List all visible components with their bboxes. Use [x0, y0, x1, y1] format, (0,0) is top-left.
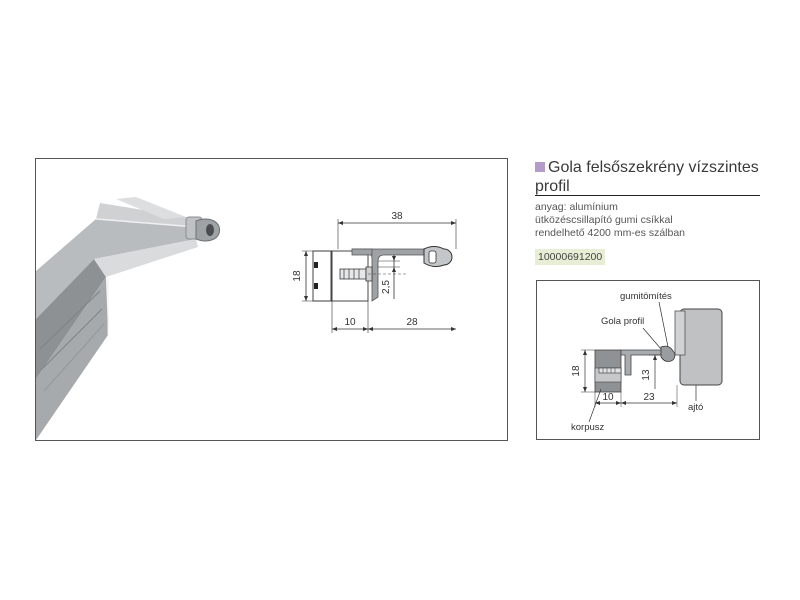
product-title	[535, 158, 760, 196]
profile-section-drawing	[292, 211, 456, 333]
feature-line: ütközéscsillapító gumi csíkkal	[535, 214, 673, 226]
dim-height: 18	[292, 270, 303, 282]
installation-detail-drawing	[537, 281, 759, 439]
detail-dim-depth: 13	[641, 369, 652, 381]
product-drawing	[36, 159, 507, 440]
label-cabinet: korpusz	[571, 422, 605, 433]
label-gasket: gumitömítés	[620, 291, 672, 302]
title-divider	[535, 195, 760, 196]
product-title-text: Gola felsőszekrény vízszintes profil	[535, 159, 759, 195]
detail-dim-height: 18	[571, 365, 582, 377]
door-shape	[680, 309, 722, 385]
dim-offset: 2,5	[381, 280, 392, 294]
dim-width-total: 38	[391, 211, 403, 222]
dim-right-part: 28	[406, 317, 418, 328]
title-marker	[535, 162, 545, 172]
product-drawing-panel	[35, 158, 508, 441]
detail-dim-right: 23	[643, 392, 655, 403]
label-door: ajtó	[688, 402, 704, 413]
label-profile: Gola profil	[601, 316, 645, 327]
profile-3d-render	[36, 197, 220, 440]
product-description	[535, 201, 685, 240]
gasket-shape	[661, 346, 675, 361]
length-line: rendelhető 4200 mm-es szálban	[535, 227, 686, 239]
installation-detail-panel	[536, 280, 760, 440]
dim-left-part: 10	[344, 317, 356, 328]
material-line: anyag: alumínium	[535, 201, 618, 213]
product-code-badge: 10000691200	[535, 249, 605, 265]
detail-dim-left: 10	[602, 392, 614, 403]
